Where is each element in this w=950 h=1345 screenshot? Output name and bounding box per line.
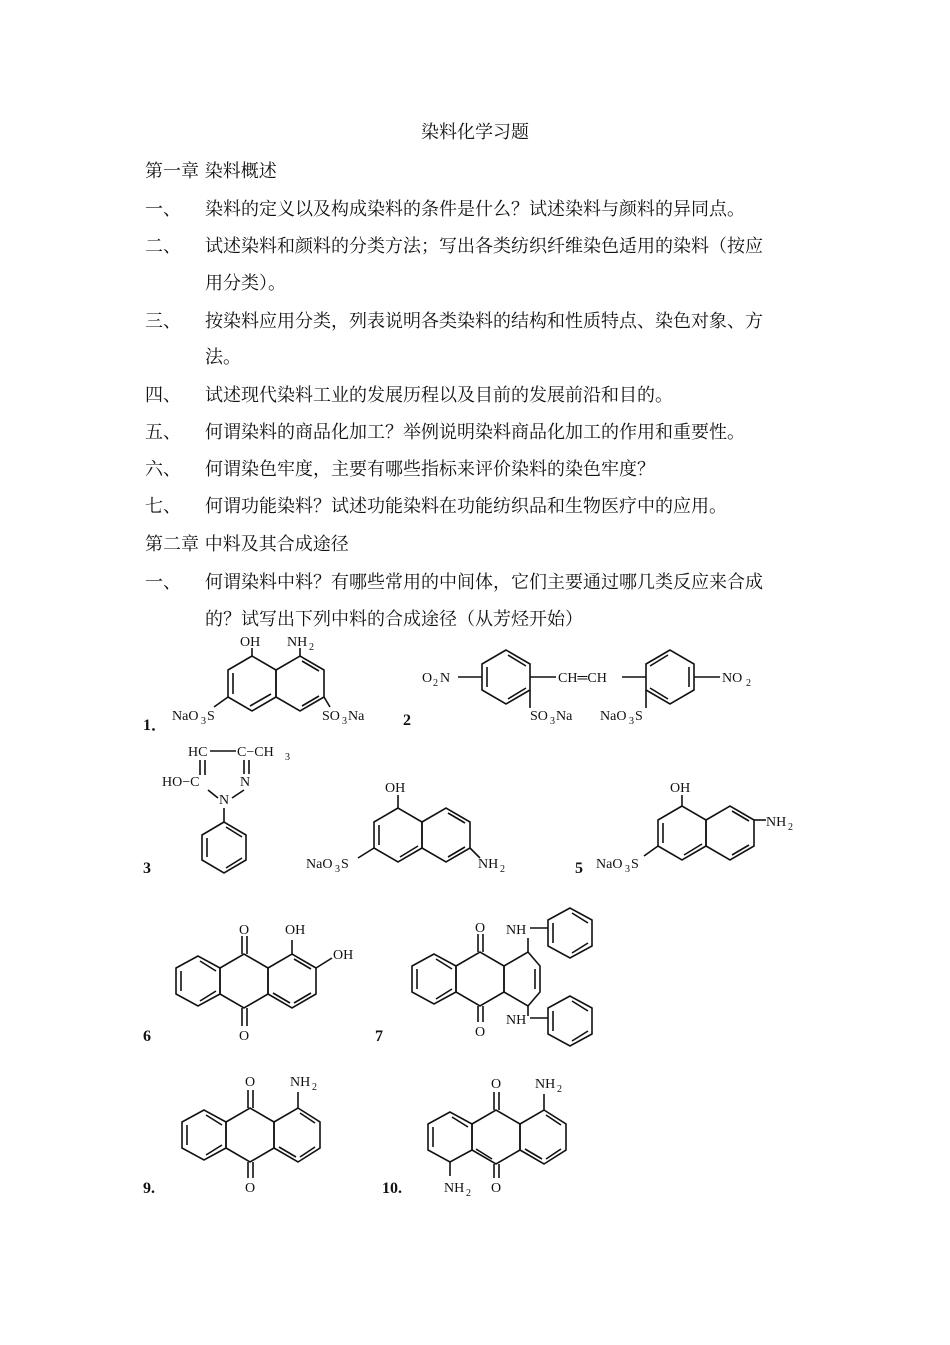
q2-1-num: 一、 [145,572,181,593]
q2-1-text-cont: 的？试写出下列中料的合成途径（从芳烃开始） [205,609,583,630]
svg-text:O: O [239,1029,250,1044]
svg-text:OH: OH [333,948,354,963]
figure-label-5: 5 [575,860,583,877]
figure-label-1: 1． [143,717,168,734]
q1-4-text: 试述现代染料工业的发展历程以及目前的发展前沿和目的。 [205,385,673,406]
nh2-group: NH [287,635,308,650]
svg-text:OH: OH [285,923,306,938]
chapter-2-heading: 第二章 中料及其合成途径 [145,534,349,555]
svg-text:3: 3 [625,864,630,875]
svg-text:N: N [440,671,451,686]
svg-text:N: N [240,775,251,790]
q1-1-text: 染料的定义以及构成染料的条件是什么？试述染料与颜料的异同点。 [205,199,745,220]
q1-3-text-cont: 法。 [205,347,241,368]
svg-text:O: O [491,1077,502,1092]
svg-text:S: S [635,709,643,724]
svg-text:SO: SO [530,709,548,724]
svg-text:3: 3 [201,716,206,727]
svg-text:O: O [239,923,250,938]
svg-text:2: 2 [788,822,793,833]
svg-text:O: O [422,671,433,686]
svg-text:3: 3 [550,716,555,727]
q2-1-text: 何谓染料中料？有哪些常用的中间体，它们主要通过哪几类反应来合成 [205,572,763,593]
svg-text:NaO: NaO [596,857,623,872]
svg-text:O: O [491,1181,502,1196]
svg-text:NH: NH [478,857,499,872]
page-title: 染料化学习题 [421,122,529,143]
svg-text:CH═CH: CH═CH [558,671,607,686]
q1-2-num: 二、 [145,236,181,257]
q1-3-text: 按染料应用分类，列表说明各类染料的结构和性质特点、染色对象、方 [205,311,763,332]
svg-text:3: 3 [285,752,290,763]
q1-5-text: 何谓染料的商品化加工？举例说明染料商品化加工的作用和重要性。 [205,422,745,443]
q1-6-text: 何谓染色牢度，主要有哪些指标来评价染料的染色牢度？ [205,459,655,480]
figure-label-6: 6 [143,1028,151,1045]
svg-text:NH: NH [535,1077,556,1092]
svg-text:2: 2 [433,678,438,689]
svg-text:2: 2 [466,1188,471,1199]
svg-text:2: 2 [500,864,505,875]
svg-text:NO: NO [722,671,743,686]
svg-text:2: 2 [312,1082,317,1093]
q1-7-num: 七、 [145,496,181,517]
svg-text:OH: OH [385,781,406,796]
svg-text:2: 2 [557,1084,562,1095]
svg-text:3: 3 [629,716,634,727]
q1-6-num: 六、 [145,459,181,480]
chapter-1-heading: 第一章 染料概述 [145,161,277,182]
svg-text:Na: Na [556,709,573,724]
svg-text:NH: NH [506,923,527,938]
svg-text:HO−C: HO−C [162,775,200,790]
q1-5-num: 五、 [145,422,181,443]
figure-label-9: 9. [143,1180,155,1197]
svg-text:NH: NH [290,1075,311,1090]
svg-text:OH: OH [670,781,691,796]
svg-text:S: S [631,857,639,872]
svg-text:Na: Na [348,709,365,724]
q1-2-text: 试述染料和颜料的分类方法；写出各类纺织纤维染色适用的染料（按应 [205,236,763,257]
svg-text:NH: NH [444,1181,465,1196]
svg-text:NH: NH [766,815,787,830]
q1-2-text-cont: 用分类）。 [205,273,286,294]
q1-7-text: 何谓功能染料？试述功能染料在功能纺织品和生物医疗中的应用。 [205,496,727,517]
svg-text:HC: HC [188,745,208,760]
svg-text:2: 2 [309,642,314,653]
svg-text:S: S [207,709,215,724]
svg-text:C−CH: C−CH [237,745,274,760]
figure-label-10: 10. [382,1180,402,1197]
q1-1-num: 一、 [145,199,181,220]
svg-text:O: O [475,921,486,936]
figure-label-2: 2 [403,712,411,729]
svg-text:O: O [475,1025,486,1040]
svg-text:O: O [245,1075,256,1090]
figure-label-7: 7 [375,1028,383,1045]
figure-label-3: 3 [143,860,151,877]
svg-text:O: O [245,1181,256,1196]
svg-text:NH: NH [506,1013,527,1028]
q1-3-num: 三、 [145,311,181,332]
svg-text:2: 2 [746,678,751,689]
svg-text:NaO: NaO [306,857,333,872]
svg-text:NaO: NaO [172,709,199,724]
svg-text:S: S [341,857,349,872]
svg-text:N: N [219,793,230,808]
q1-4-num: 四、 [145,385,181,406]
oh-group: OH [240,635,261,650]
svg-text:NaO: NaO [600,709,627,724]
svg-text:3: 3 [342,716,347,727]
svg-text:SO: SO [322,709,340,724]
svg-text:3: 3 [335,864,340,875]
